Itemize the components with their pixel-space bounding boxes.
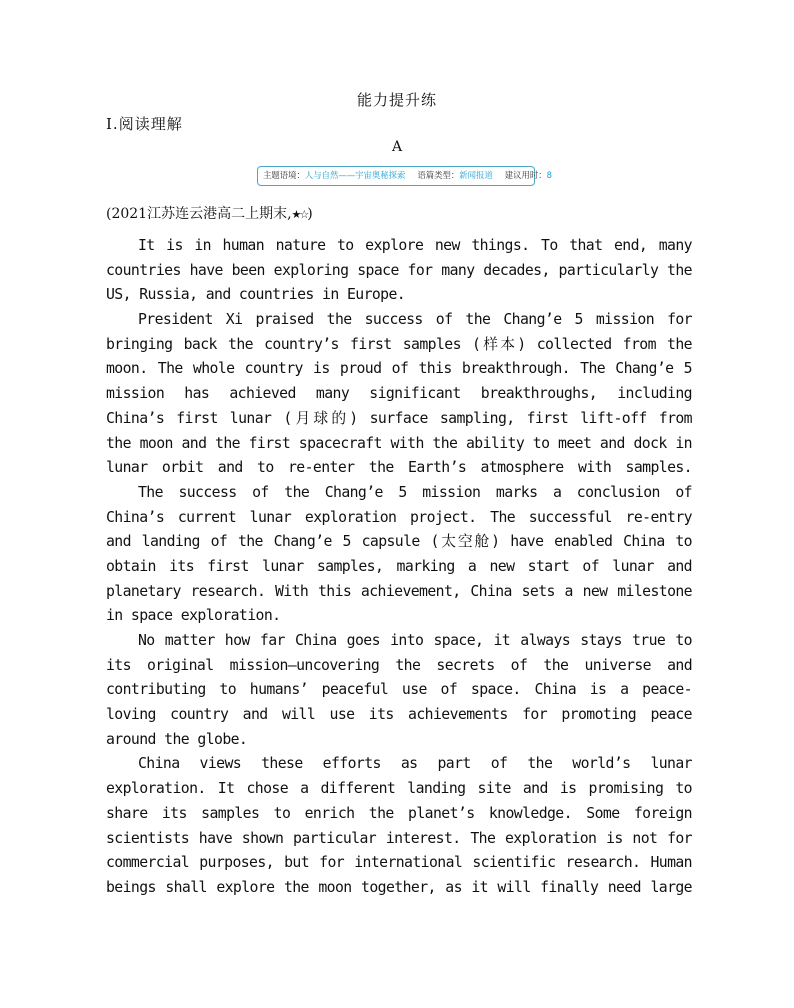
article-line: China views these efforts as part of the world’s lunar	[138, 755, 692, 773]
article-line: beings shall explore the moon together, as it will finally need large	[106, 878, 692, 896]
genre-label: 语篇类型：	[417, 170, 460, 180]
article-line: scientists have shown particular interest. The exploration is not for	[106, 829, 692, 847]
article-line: China’s first lunar (月球的) surface sampling, first lift-off from	[106, 409, 692, 427]
article-line: moon. The whole country is proud of this breakthrough. The Chang’e 5	[106, 360, 692, 378]
source-close: )	[307, 206, 313, 222]
article-line: It is in human nature to explore new things. To that end, many	[138, 237, 692, 254]
page-title: 能力提升练	[356, 91, 437, 109]
article-line: commercial purposes, but for international scientific research. Human	[106, 854, 692, 872]
article-line: and landing of the Chang’e 5 capsule (太空舱) have enabled China to	[106, 533, 692, 551]
article-line: around the globe.	[106, 730, 248, 748]
source-line	[106, 203, 313, 223]
genre-value: 新闻报道	[459, 170, 493, 180]
article-line: The success of the Chang’e 5 mission marks a conclusion of	[138, 483, 692, 501]
article-line: in space exploration.	[106, 607, 281, 625]
article-line: exploration. It chose a different landing site and is promising to	[106, 780, 692, 798]
article-body	[106, 234, 692, 901]
article-line: mission has achieved many significant breakthroughs, including	[106, 385, 692, 403]
article-line: its original mission—uncovering the secrets of the universe and	[106, 656, 692, 674]
article-line: planetary research. With this achievement, China sets a new milestone	[106, 582, 692, 600]
article-line: President Xi praised the success of the Chang’e 5 mission for	[138, 311, 692, 329]
topic-banner	[257, 166, 552, 186]
time-label: 建议用时：	[504, 170, 547, 180]
article-line: China’s current lunar exploration project. The successful re-entry	[106, 508, 692, 526]
article-line: US, Russia, and countries in Europe.	[106, 286, 406, 304]
passage-label: A	[391, 139, 403, 155]
time-value: 8	[546, 170, 552, 180]
article-line: countries have been exploring space for many decades, particularly the	[106, 261, 692, 279]
theme-value: 人与自然——宇宙奥秘探索	[304, 170, 406, 180]
article-line: bringing back the country’s first samples (样本) collected from the	[106, 335, 692, 353]
article-line: loving country and will use its achievements for promoting peace	[106, 706, 692, 724]
section-heading: Ⅰ.阅读理解	[106, 115, 183, 133]
theme-label: 主题语境：	[263, 170, 305, 180]
article-line: share its samples to enrich the planet’s knowledge. Some foreign	[106, 804, 692, 822]
source-text: (2021江苏连云港高二上期末,	[106, 206, 292, 222]
article-line: the moon and the first spacecraft with the ability to meet and dock in	[106, 434, 692, 452]
article-line: lunar orbit and to re-enter the Earth’s atmosphere with samples.	[106, 459, 692, 477]
article-line: No matter how far China goes into space, it always stays true to	[138, 632, 692, 649]
article-line: obtain its first lunar samples, marking a new start of lunar and	[106, 557, 692, 575]
article-line: contributing to humans’ peaceful use of space. China is a peace-	[106, 681, 692, 699]
difficulty-stars-icon: ★☆	[291, 208, 308, 221]
